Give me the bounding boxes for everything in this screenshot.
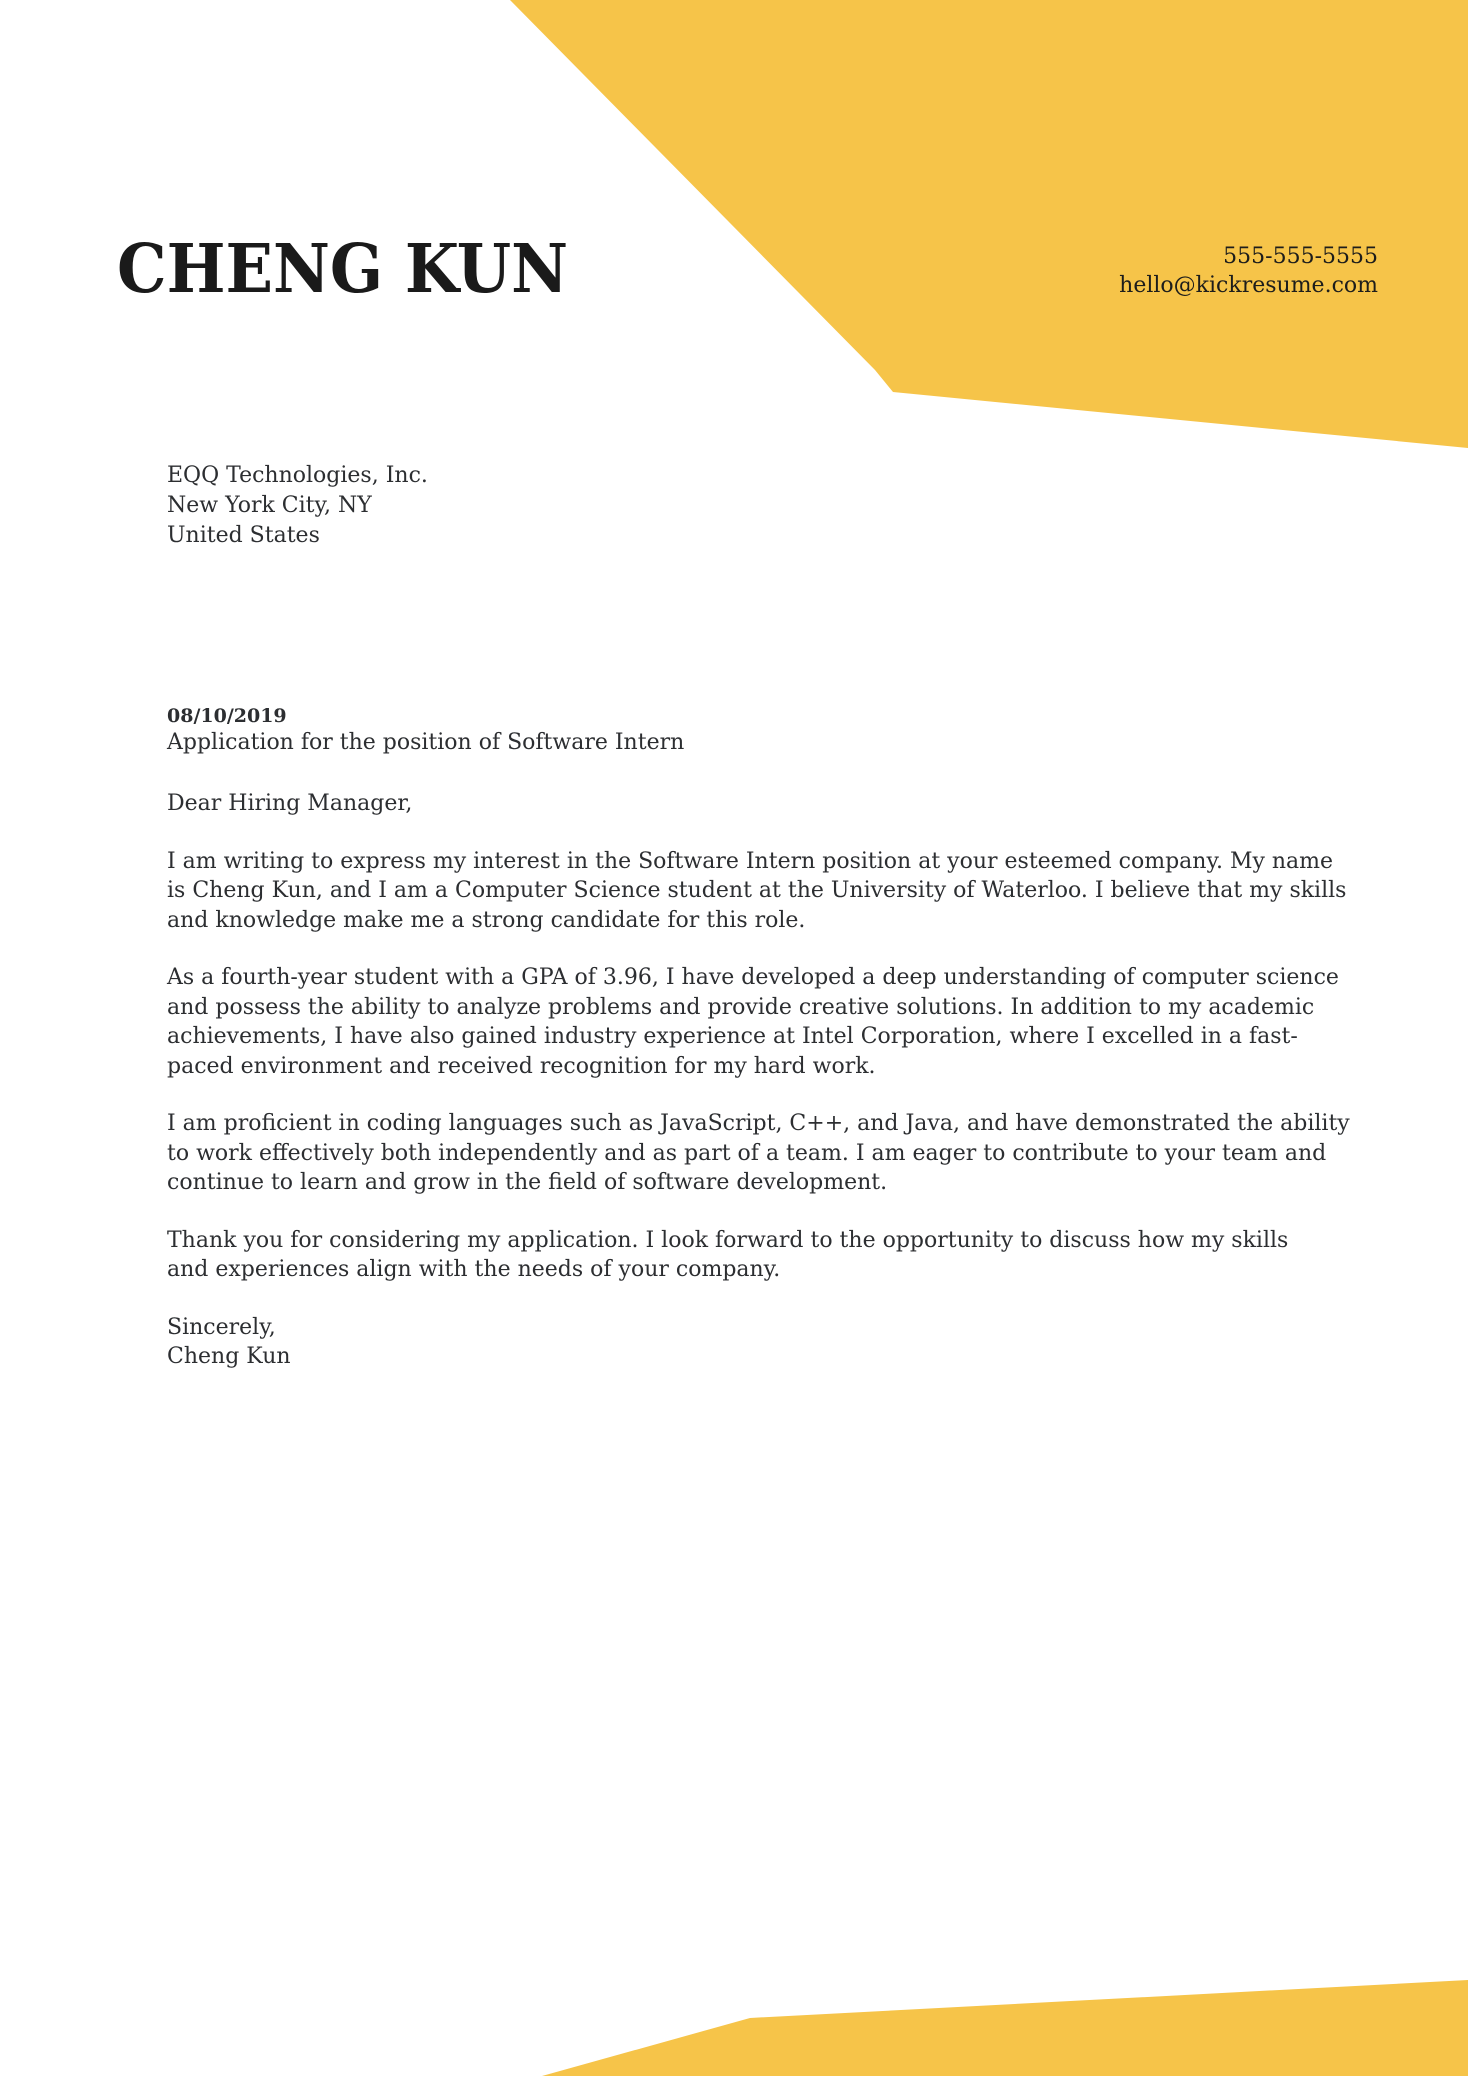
subject-line: Application for the position of Software Intern [167, 730, 685, 755]
text-line: Thank you for considering my application. I look forward to the opportunity to discuss how my skills [167, 1227, 1289, 1253]
letter-body [167, 789, 1412, 1372]
text-line: achievements, I have also gained industry experience at Intel Corporation, where I excelled in a fast- [167, 1024, 1298, 1049]
text-line: EQQ Technologies, Inc. [167, 463, 428, 488]
contact-block [1119, 242, 1378, 300]
text-line: Sincerely, [167, 1314, 276, 1340]
paragraph-3 [167, 1109, 1412, 1198]
text-line: I am proficient in coding languages such as JavaScript, C++, and Java, and have demonstrated the ability [167, 1111, 1350, 1136]
text-line: and experiences align with the needs of your company. [167, 1257, 781, 1282]
text-line: As a fourth-year student with a GPA of 3.96, I have developed a deep understanding of computer science [167, 965, 1339, 990]
paragraph-1 [167, 847, 1412, 936]
text-line: paced environment and received recognition for my hard work. [167, 1053, 876, 1079]
text-line: and knowledge make me a strong candidate for this role. [167, 907, 806, 933]
text-line: continue to learn and grow in the field of software development. [167, 1170, 888, 1195]
text-line: United States [167, 523, 320, 548]
paragraph-4 [167, 1226, 1412, 1285]
text-line: New York City, NY [167, 493, 372, 518]
recipient-address-block [167, 461, 428, 551]
salutation [167, 789, 1412, 819]
text-line: Dear Hiring Manager, [167, 791, 413, 816]
text-line: is Cheng Kun, and I am a Computer Science student at the University of Waterloo. I believe that my skills [167, 878, 1347, 903]
paragraph-2 [167, 963, 1412, 1081]
phone-number: 555-555-5555 [1223, 244, 1378, 269]
text-line: Cheng Kun [167, 1344, 291, 1369]
closing-signature [167, 1313, 1412, 1372]
applicant-name: CHENG KUN [117, 229, 569, 308]
email-address: hello@kickresume.com [1119, 273, 1378, 298]
text-line: and possess the ability to analyze problems and provide creative solutions. In addition to my academic [167, 994, 1315, 1020]
letter-date: 08/10/2019 [167, 705, 287, 727]
text-line: to work effectively both independently and as part of a team. I am eager to contribute to your team and [167, 1140, 1327, 1166]
text-line: I am writing to express my interest in the Software Intern position at your esteemed company. My name [167, 848, 1334, 874]
